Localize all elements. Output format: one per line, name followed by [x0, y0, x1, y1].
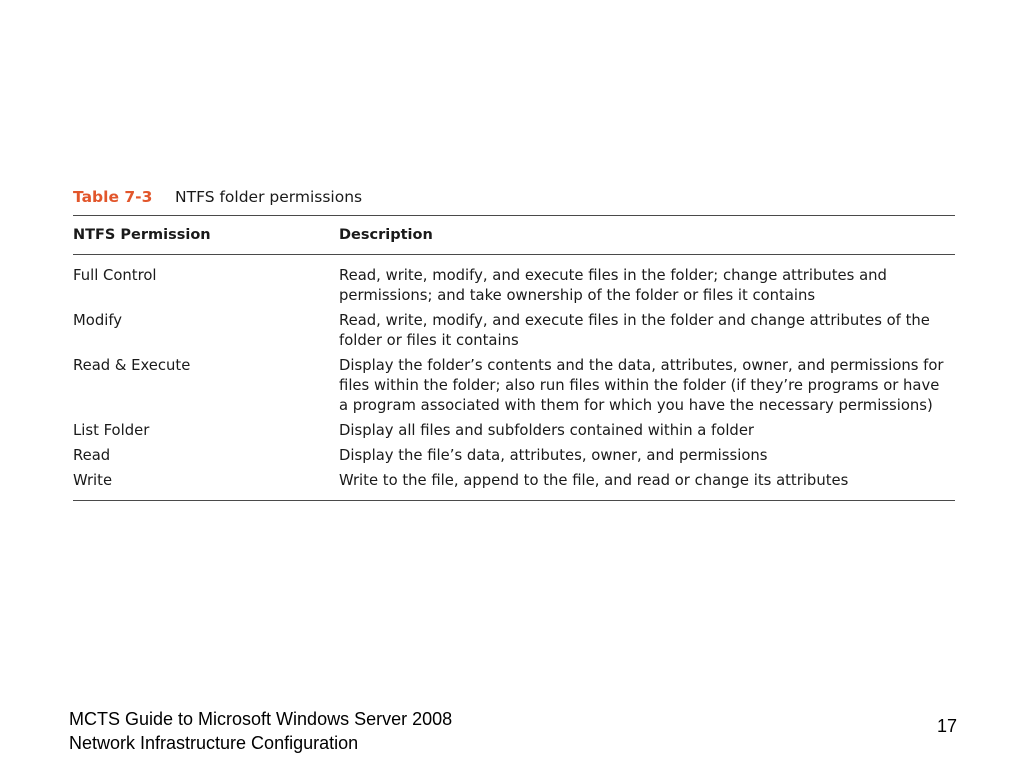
permission-name: Write: [73, 472, 113, 489]
permission-name: Full Control: [73, 267, 157, 284]
permission-description: Display the file’s data, attributes, owner, and permissions: [339, 447, 768, 464]
footer-line-1: MCTS Guide to Microsoft Windows Server 2008: [69, 709, 453, 729]
table-title: NTFS folder permissions: [175, 188, 363, 206]
table-row: [73, 471, 955, 491]
header-description: Description: [339, 227, 433, 243]
table-number: Table 7-3: [73, 188, 153, 206]
permission-description: Read, write, modify, and execute files in the folder; change attributes and permissions; and take ownership of the folder or files it contains: [339, 267, 887, 304]
table-caption: [73, 186, 955, 215]
table-row: [73, 446, 955, 466]
table-row: [73, 421, 955, 441]
permission-description: Write to the file, append to the file, and read or change its attributes: [339, 472, 849, 489]
slide-footer: [69, 707, 452, 755]
permission-name: List Folder: [73, 422, 150, 439]
permissions-table: [73, 186, 955, 501]
table-row: [73, 311, 955, 351]
table-body: [73, 255, 955, 500]
table-row: [73, 266, 955, 306]
footer-line-2: Network Infrastructure Configuration: [69, 733, 359, 753]
table-header-row: [73, 216, 955, 254]
permission-description: Read, write, modify, and execute files in the folder and change attributes of the folder or files it contains: [339, 312, 930, 349]
page-number: 17: [936, 716, 957, 736]
table-row: [73, 356, 955, 416]
permission-name: Modify: [73, 312, 123, 329]
bottom-rule: [73, 500, 955, 501]
header-permission: NTFS Permission: [73, 227, 211, 243]
permission-description: Display the folder’s contents and the data, attributes, owner, and permissions for files within the folder; also run files within the folder (if they’re programs or have a program associated with them for which you have the necessary permissions): [339, 357, 944, 414]
permission-name: Read & Execute: [73, 357, 191, 374]
permission-description: Display all files and subfolders contained within a folder: [339, 422, 755, 439]
permission-name: Read: [73, 447, 111, 464]
